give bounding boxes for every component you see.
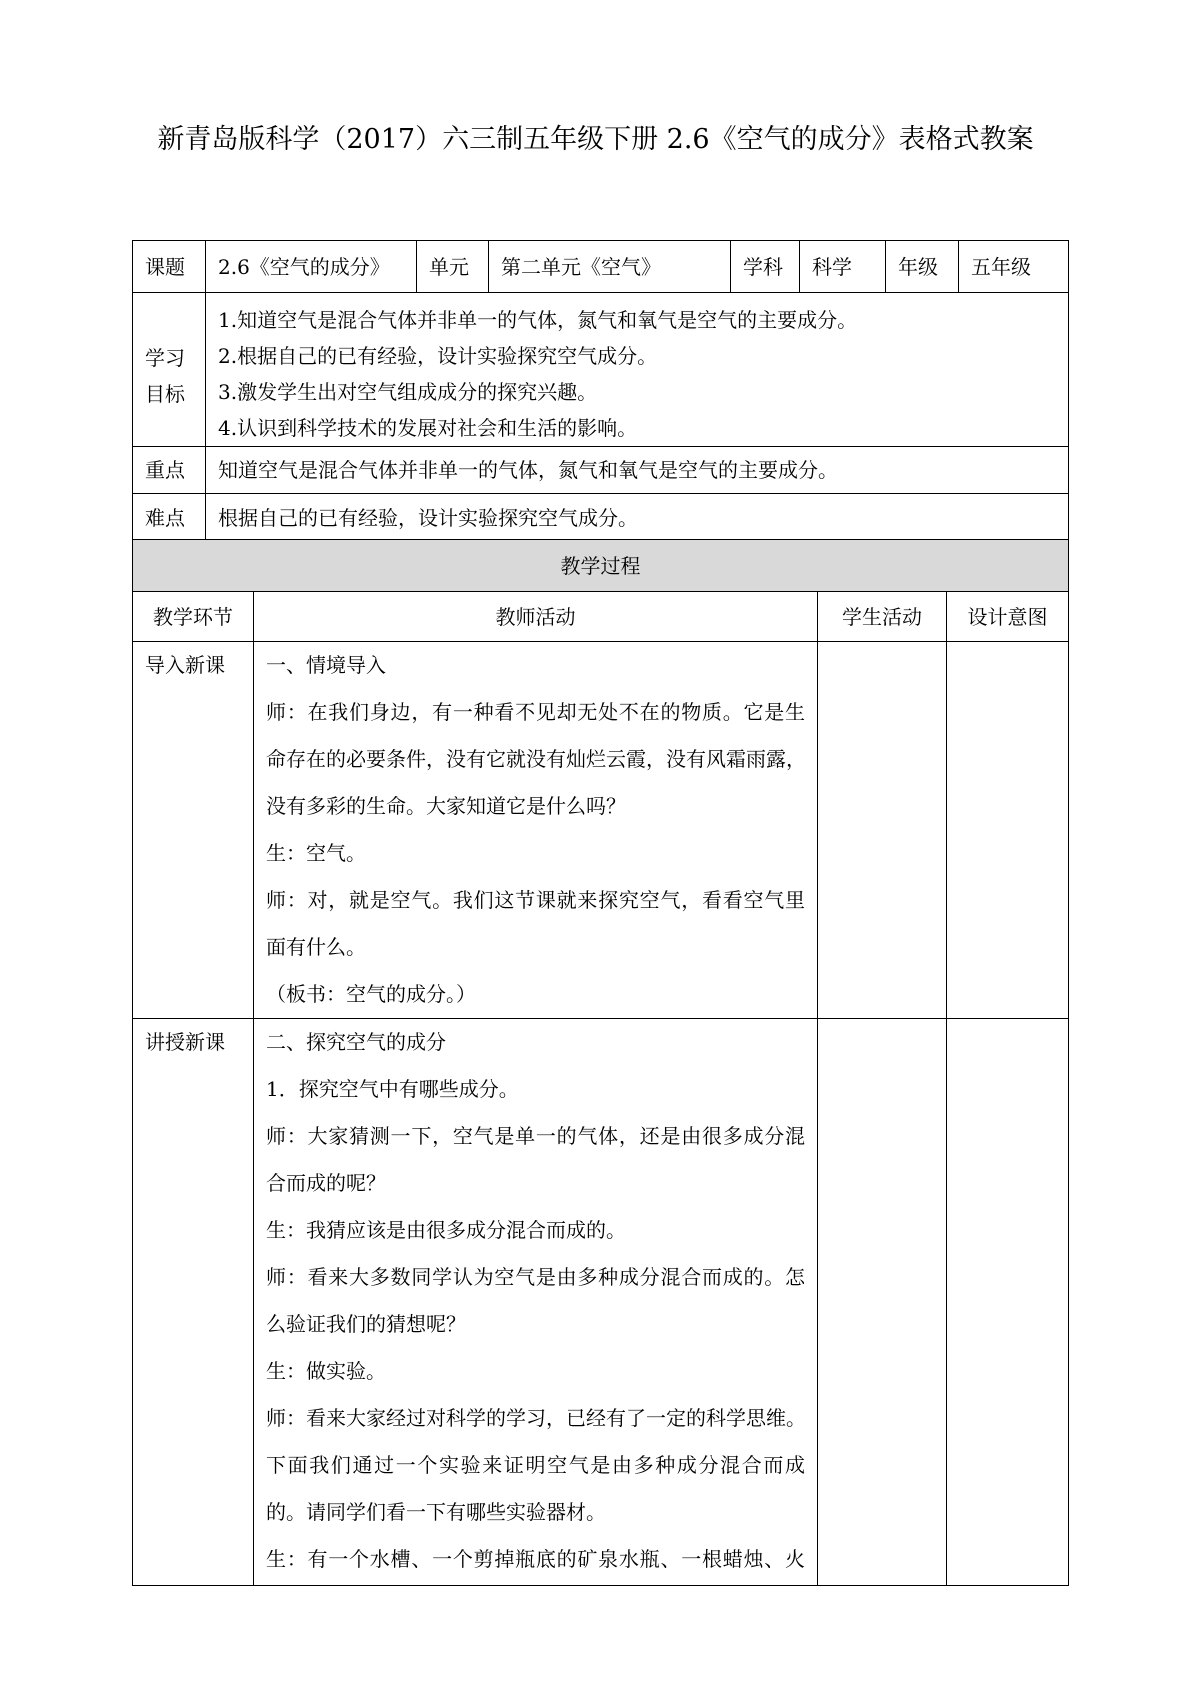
info-row-objectives [133, 293, 1069, 447]
text-line: 么验证我们的猜想呢？ [266, 1312, 466, 1336]
text-line: 命存在的必要条件，没有它就没有灿烂云霞，没有风霜雨露， [266, 747, 806, 771]
design-intent-cell [947, 1019, 1069, 1586]
topic-label: 课题 [133, 241, 206, 293]
text-line: 师：对，就是空气。我们这节课就来探究空气，看看空气里 [266, 888, 805, 912]
lesson-info-table [132, 240, 1069, 542]
text-line: 面有什么。 [266, 935, 366, 959]
subject-value: 科学 [800, 241, 886, 293]
text-line: 生：空气。 [266, 841, 366, 865]
text-line: 师：大家猜测一下，空气是单一的气体，还是由很多成分混 [266, 1124, 805, 1148]
header-student-activity: 学生活动 [818, 592, 947, 642]
process-row-new-lesson [133, 1019, 1069, 1586]
text-line: 生：做实验。 [266, 1359, 386, 1383]
section-title: 教学过程 [133, 540, 1069, 592]
grade-value: 五年级 [959, 241, 1069, 293]
unit-value: 第二单元《空气》 [489, 241, 731, 293]
stage-label: 导入新课 [133, 642, 254, 1019]
subject-label: 学科 [731, 241, 800, 293]
grade-label: 年级 [886, 241, 959, 293]
header-design-intent: 设计意图 [947, 592, 1069, 642]
info-row-difficulty [133, 494, 1069, 542]
objectives-label-line: 目标 [145, 381, 185, 406]
text-line: 的。请同学们看一下有哪些实验器材。 [266, 1500, 606, 1524]
text-line: 二、探究空气的成分 [266, 1030, 446, 1054]
difficulty-label: 难点 [133, 494, 206, 542]
key-point-label: 重点 [133, 447, 206, 494]
student-activity-cell [818, 1019, 947, 1586]
text-line: 一、情境导入 [266, 653, 386, 677]
objective-item: 3.激发学生出对空气组成成分的探究兴趣。 [218, 380, 598, 404]
objectives-label-cell [133, 293, 206, 447]
header-teacher-activity: 教师活动 [254, 592, 818, 642]
text-line: 合而成的呢？ [266, 1171, 386, 1195]
objectives-label-line: 学习 [145, 345, 185, 370]
text-line: 1．探究空气中有哪些成分。 [266, 1077, 519, 1101]
text-line: 师：在我们身边，有一种看不见却无处不在的物质。它是生 [266, 700, 805, 724]
objective-item: 4.认识到科学技术的发展对社会和生活的影响。 [218, 416, 638, 440]
design-intent-cell [947, 642, 1069, 1019]
info-row-key-point [133, 447, 1069, 494]
teacher-activity-cell [254, 642, 818, 1019]
student-activity-cell [818, 642, 947, 1019]
info-row-basic [133, 241, 1069, 293]
topic-value: 2.6《空气的成分》 [206, 241, 417, 293]
text-line: 下面我们通过一个实验来证明空气是由多种成分混合而成 [266, 1453, 805, 1477]
stage-label: 讲授新课 [133, 1019, 254, 1586]
header-stage: 教学环节 [133, 592, 254, 642]
unit-label: 单元 [417, 241, 489, 293]
text-line: 生：有一个水槽、一个剪掉瓶底的矿泉水瓶、一根蜡烛、火 [266, 1547, 805, 1571]
text-line: 没有多彩的生命。大家知道它是什么吗？ [266, 794, 626, 818]
text-line: 师：看来大多数同学认为空气是由多种成分混合而成的。怎 [266, 1265, 805, 1289]
key-point-value: 知道空气是混合气体并非单一的气体，氮气和氧气是空气的主要成分。 [206, 447, 1069, 494]
objective-item: 1.知道空气是混合气体并非单一的气体，氮气和氧气是空气的主要成分。 [218, 308, 858, 332]
objectives-cell [206, 293, 1069, 447]
text-line: 师：看来大家经过对科学的学习，已经有了一定的科学思维。 [266, 1406, 806, 1430]
teaching-process-table [132, 539, 1069, 1586]
teacher-activity-cell [254, 1019, 818, 1586]
objective-item: 2.根据自己的已有经验，设计实验探究空气成分。 [218, 344, 658, 368]
text-line: （板书：空气的成分。） [266, 982, 476, 1006]
difficulty-value: 根据自己的已有经验，设计实验探究空气成分。 [206, 494, 1069, 542]
document-title: 新青岛版科学（2017）六三制五年级下册 2.6《空气的成分》表格式教案 [157, 124, 1034, 155]
process-row-intro [133, 642, 1069, 1019]
text-line: 生：我猜应该是由很多成分混合而成的。 [266, 1218, 626, 1242]
header-row [133, 592, 1069, 642]
section-row [133, 540, 1069, 592]
